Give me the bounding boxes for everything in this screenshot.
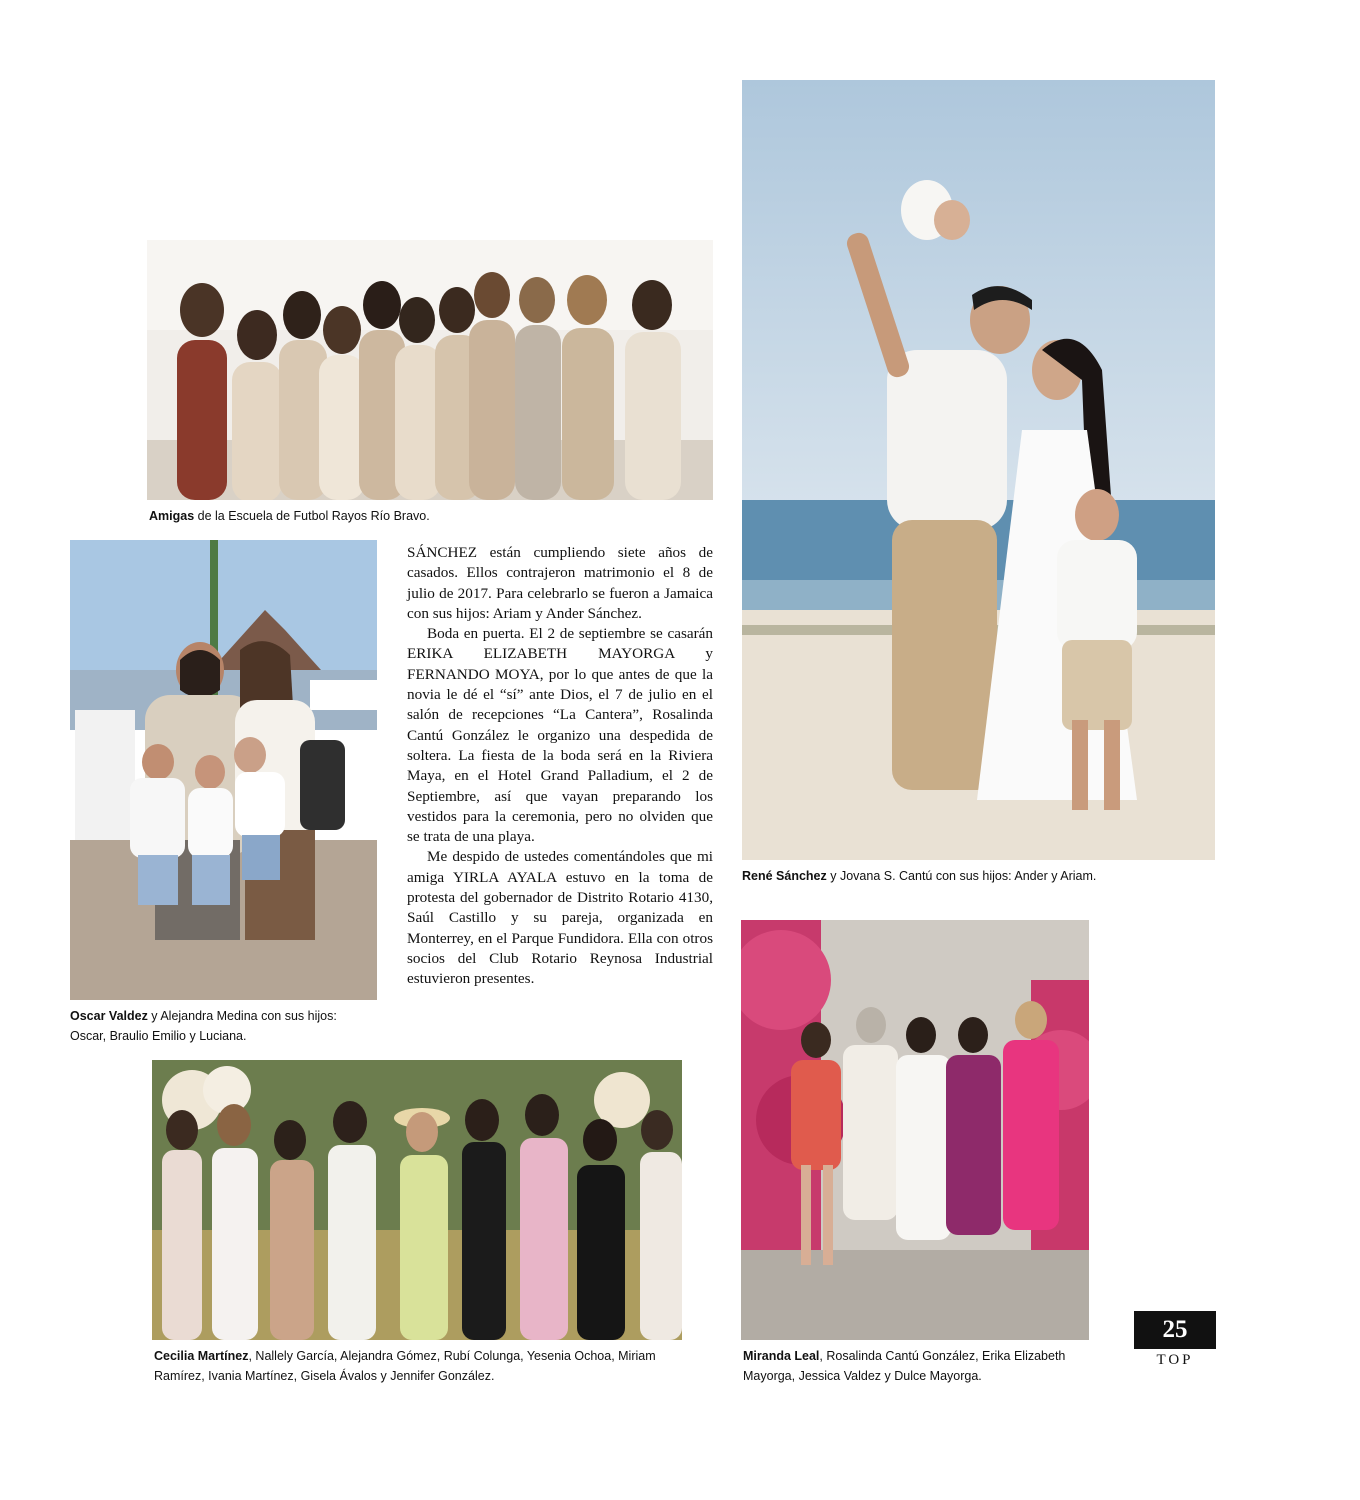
- page-number: 25: [1134, 1311, 1216, 1349]
- caption-rene-rest: y Jovana S. Cantú con sus hijos: Ander y Ariam.: [826, 869, 1097, 883]
- photo-cecilia-group: [152, 1060, 682, 1340]
- caption-amigas-rest: de la Escuela de Futbol Rayos Río Bravo.: [194, 509, 430, 523]
- caption-cecilia-bold: Cecilia Martínez: [154, 1349, 249, 1363]
- article-paragraph-2: Boda en puerta. El 2 de septiembre se casarán ERIKA ELIZABETH MAYORGA y FERNANDO MOYA, por lo que antes de que la novia le dé el “sí” ante Dios, el 7 de julio en el salón de recepciones “La Cantera”, Rosalinda Cantú González le organizo una despedida de soltera. La fiesta de la boda será en la Riviera Maya, en el Hotel Grand Palladium, el 2 de Septiembre, así que vayan preparando los vestidos para la ceremonia, pero no olviden que se trata de una playa.: [407, 625, 713, 846]
- caption-miranda: [743, 1346, 1093, 1386]
- caption-oscar: [70, 1006, 370, 1046]
- caption-amigas: [149, 506, 709, 526]
- caption-miranda-rest: , Rosalinda Cantú González, Erika Elizabeth Mayorga, Jessica Valdez y Dulce Mayorga.: [743, 1349, 1066, 1383]
- caption-cecilia: [154, 1346, 674, 1386]
- caption-amigas-bold: Amigas: [149, 509, 195, 523]
- photo-miranda-group: [741, 920, 1089, 1340]
- caption-miranda-bold: Miranda Leal: [743, 1349, 820, 1363]
- article-paragraph-1: SÁNCHEZ están cumpliendo siete años de casados. Ellos contrajeron matrimonio el 8 de julio de 2017. Para celebrarlo se fueron a Jamaica con sus hijos: Ariam y Ander Sánchez.: [407, 544, 713, 622]
- section-label: TOP: [1156, 1352, 1194, 1368]
- photo-amigas: [147, 240, 713, 500]
- caption-rene: [742, 866, 1102, 886]
- caption-rene-bold: René Sánchez: [742, 869, 827, 883]
- photo-oscar-family: [70, 540, 377, 1000]
- caption-oscar-bold: Oscar Valdez: [70, 1009, 148, 1023]
- article-body: [407, 543, 713, 990]
- article-paragraph-3: Me despido de ustedes comentándoles que mi amiga YIRLA AYALA estuvo en la toma de protesta del gobernador de Distrito Rotario 4130, Saúl Castillo y su pareja, organizada en Monterrey, en el Parque Fundidora. Ella con otros socios del Club Rotario Reynosa Industrial estuvieron presentes.: [407, 848, 713, 988]
- caption-oscar-rest: y Alejandra Medina con sus hijos: Oscar, Braulio Emilio y Luciana.: [70, 1009, 337, 1043]
- photo-rene-family: [742, 80, 1215, 860]
- caption-cecilia-rest: , Nallely García, Alejandra Gómez, Rubí Colunga, Yesenia Ochoa, Miriam Ramírez, Ivania Martínez, Gisela Ávalos y Jennifer González.: [154, 1349, 656, 1383]
